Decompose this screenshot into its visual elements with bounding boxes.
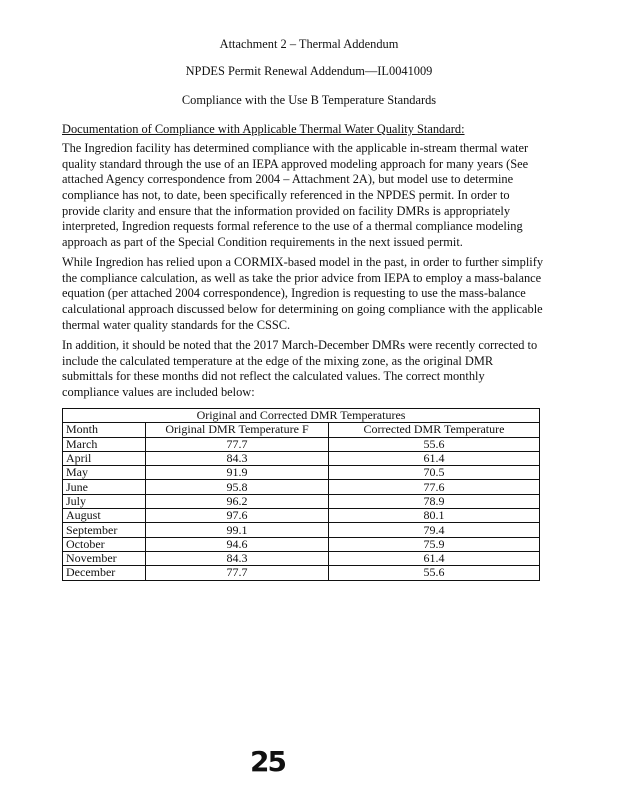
original-temp-cell: 95.8 <box>146 480 329 494</box>
text-line: While Ingredion has relied upon a CORMIX-based model in the past, in order to further simplify <box>62 255 544 269</box>
table-row <box>63 451 540 465</box>
paragraph-2 <box>62 255 582 333</box>
table-row <box>63 494 540 508</box>
table-row <box>63 523 540 537</box>
original-temp-cell: 97.6 <box>146 509 329 523</box>
table-row <box>63 566 540 580</box>
corrected-temp-cell: 55.6 <box>329 437 540 451</box>
table-row <box>63 551 540 565</box>
month-cell: April <box>63 451 146 465</box>
attachment-title: Attachment 2 – Thermal Addendum <box>219 37 399 51</box>
header-month: Month <box>63 423 146 437</box>
corrected-temp-cell: 61.4 <box>329 451 540 465</box>
month-cell: October <box>63 537 146 551</box>
text-line: quality standard through the use of an IEPA approved modeling approach for many years (See <box>62 156 529 171</box>
corrected-temp-cell: 79.4 <box>329 523 540 537</box>
original-temp-cell: 77.7 <box>146 437 329 451</box>
table-row <box>63 537 540 551</box>
text-line: interpreted, Ingredion requests formal reference to the use of a thermal compliance modeling <box>62 219 523 234</box>
month-cell: August <box>63 509 146 523</box>
month-cell: November <box>63 551 146 565</box>
corrected-temp-cell: 61.4 <box>329 551 540 565</box>
permit-title: NPDES Permit Renewal Addendum—IL0041009 <box>185 64 433 78</box>
month-cell: September <box>63 523 146 537</box>
text-line: submittals for these months did not reflect the calculated values. The correct monthly <box>62 369 485 384</box>
text-line: In addition, it should be noted that the 2017 March-December DMRs were recently corrected to <box>62 338 538 352</box>
text-line: calculational approach discussed below for determining on going compliance with the applicable <box>62 302 543 317</box>
original-temp-cell: 99.1 <box>146 523 329 537</box>
dmr-temperature-table <box>62 408 540 581</box>
paragraph-1 <box>62 141 582 251</box>
original-temp-cell: 94.6 <box>146 537 329 551</box>
text-line: the compliance calculation, as well as take the prior advice from IEPA to employ a mass-balance <box>62 270 542 285</box>
corrected-temp-cell: 55.6 <box>329 566 540 580</box>
corrected-temp-cell: 70.5 <box>329 466 540 480</box>
text-line: attached Agency correspondence from 2004 – Attachment 2A), but model use to determine <box>62 172 514 187</box>
original-temp-cell: 91.9 <box>146 466 329 480</box>
original-temp-cell: 96.2 <box>146 494 329 508</box>
header-original: Original DMR Temperature F <box>146 423 329 437</box>
corrected-temp-cell: 78.9 <box>329 494 540 508</box>
month-cell: May <box>63 466 146 480</box>
table-title: Original and Corrected DMR Temperatures <box>63 409 540 423</box>
handwritten-page-number: 25 <box>250 745 285 778</box>
table-row <box>63 437 540 451</box>
text-line: thermal water quality standards for the CSSC. <box>62 317 291 332</box>
text-line: compliance has not, to date, been specifically referenced in the NPDES permit. In order to <box>62 188 510 203</box>
corrected-temp-cell: 75.9 <box>329 537 540 551</box>
table-row <box>63 509 540 523</box>
compliance-title: Compliance with the Use B Temperature Standards <box>181 93 437 107</box>
text-line: equation (per attached 2004 correspondence), Ingredion is requesting to use the mass-balance <box>62 286 526 301</box>
text-line: include the calculated temperature at the edge of the mixing zone, as the original DMR <box>62 353 494 368</box>
month-cell: June <box>63 480 146 494</box>
text-line: compliance values are included below: <box>62 385 255 400</box>
section-heading: Documentation of Compliance with Applicable Thermal Water Quality Standard: <box>62 122 465 136</box>
header-corrected: Corrected DMR Temperature <box>329 423 540 437</box>
paragraph-3 <box>62 338 582 401</box>
original-temp-cell: 84.3 <box>146 551 329 565</box>
corrected-temp-cell: 77.6 <box>329 480 540 494</box>
text-line: The Ingredion facility has determined compliance with the applicable in-stream thermal water <box>62 141 529 155</box>
original-temp-cell: 84.3 <box>146 451 329 465</box>
month-cell: December <box>63 566 146 580</box>
month-cell: July <box>63 494 146 508</box>
text-line: approach as part of the Special Condition requirements in the next issued permit. <box>62 235 463 250</box>
corrected-temp-cell: 80.1 <box>329 509 540 523</box>
month-cell: March <box>63 437 146 451</box>
text-line: provide clarity and ensure that the information provided on facility DMRs is appropriately <box>62 203 511 218</box>
table-row <box>63 466 540 480</box>
table-row <box>63 480 540 494</box>
original-temp-cell: 77.7 <box>146 566 329 580</box>
